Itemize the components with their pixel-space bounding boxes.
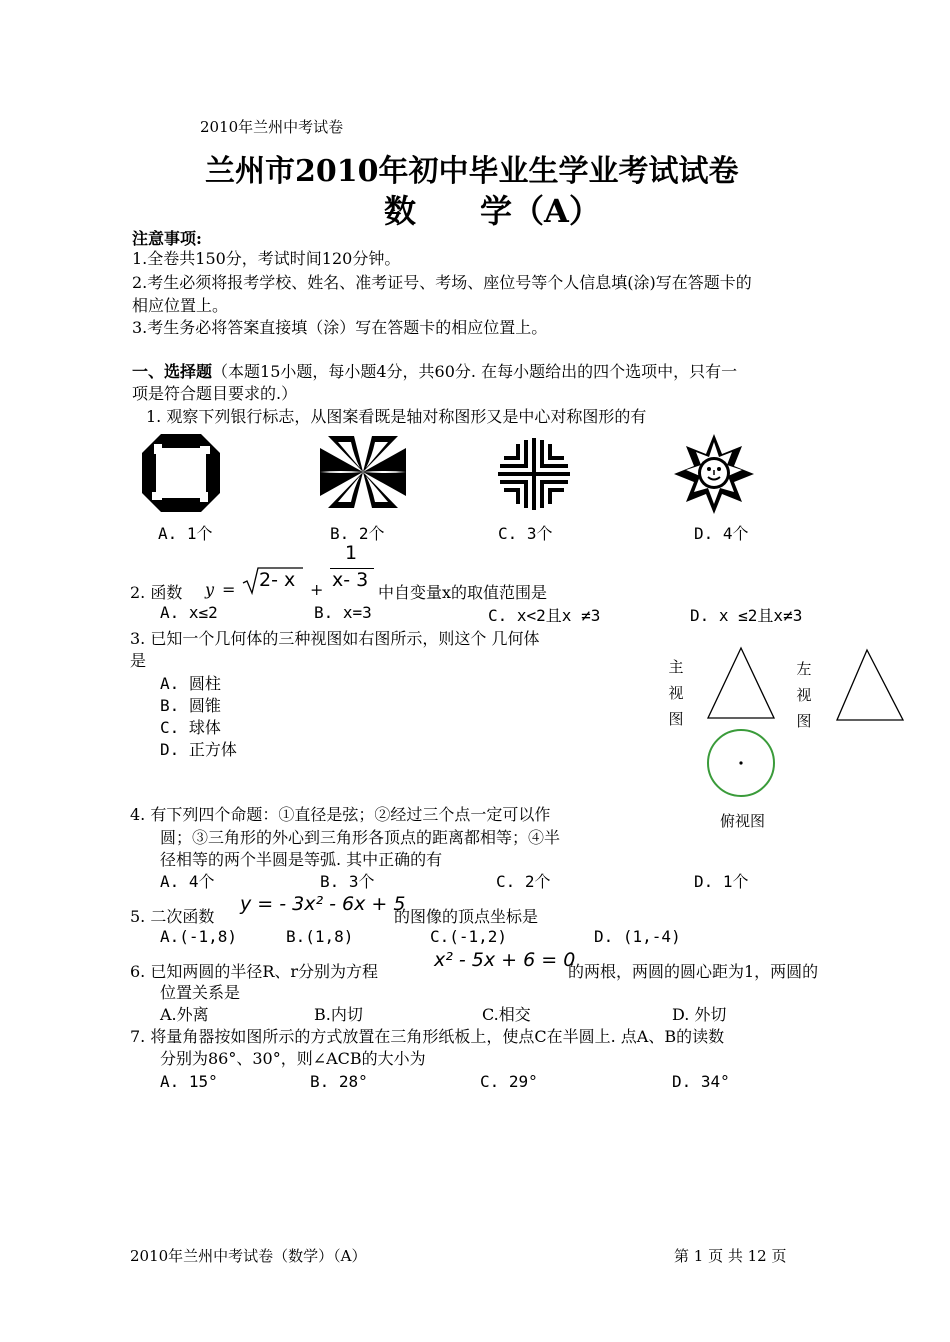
left-view-label: 左视图 [796,660,812,730]
q2-frac-den: x- 3 [332,569,369,591]
q2-option-c: C. x<2且x ≠3 [488,606,601,625]
q4-stem: 4. 有下列四个命题：①直径是弦；②经过三个点一定可以作 [130,805,551,824]
top-note: 2010年兰州中考试卷 [200,118,344,136]
notice-item-1: 1.全卷共150分，考试时间120分钟。 [132,249,401,268]
q1-option-a: A. 1个 [158,524,213,543]
bank-logo-3-icon [494,434,574,514]
q1-option-c: C. 3个 [498,524,553,543]
notice-item-2-cont: 相应位置上。 [132,296,229,315]
q5-option-a: A.(-1,8) [160,927,238,946]
section-1-intro [132,359,737,382]
section-1-desc-cont: 项是符合题目要求的.） [132,384,298,403]
q3-stem-cont: 是 [130,651,147,670]
page-subtitle: 数 学（A） [384,192,601,230]
notice-heading: 注意事项: [132,229,202,248]
notice-item-2: 2.考生必须将报考学校、姓名、准考证号、考场、座位号等个人信息填(涂)写在答题卡的 [132,273,752,292]
q7-option-b: B. 28° [310,1072,368,1091]
q6-option-d: D. 外切 [672,1005,727,1024]
bank-logo-1-icon [140,432,222,514]
q1-option-b: B. 2个 [330,524,385,543]
q7-option-c: C. 29° [480,1072,538,1091]
q1-stem: 1. 观察下列银行标志，从图案看既是轴对称图形又是中心对称图形的有 [146,407,647,426]
q2-frac-num: 1 [345,542,358,564]
q2-option-a: A. x≤2 [160,603,218,622]
q1-option-d: D. 4个 [694,524,749,543]
q2-prefix: 2. 函数 [130,583,183,602]
q4-option-a: A. 4个 [160,872,215,891]
q7-option-d: D. 34° [672,1072,730,1091]
q3-option-c: C. 球体 [160,718,221,737]
top-view-label: 俯视图 [720,812,766,830]
q6-option-a: A.外离 [160,1005,209,1024]
q2-equals: = [222,580,236,599]
q5-option-b: B.(1,8) [286,927,354,946]
q4-option-d: D. 1个 [694,872,749,891]
q6-option-c: C.相交 [482,1005,531,1024]
q7-option-a: A. 15° [160,1072,218,1091]
q4-option-c: C. 2个 [496,872,551,891]
q5-option-c: C.(-1,2) [430,927,508,946]
q4-stem-cont-2: 径相等的两个半圆是等弧. 其中正确的有 [160,850,443,869]
front-view-label: 主视图 [668,658,684,728]
q2-suffix: 中自变量x的取值范围是 [378,583,548,602]
q5-suffix: 的图像的顶点坐标是 [394,907,539,926]
q3-option-b: B. 圆锥 [160,696,221,715]
q6-option-b: B.内切 [314,1005,363,1024]
q6-prefix: 6. 已知两圆的半径R、r分别为方程 [130,962,379,981]
section-1-desc: （本题15小题，每小题4分，共60分. 在每小题给出的四个选项中，只有一 [212,362,738,381]
q5-option-d: D. (1,-4) [594,927,681,946]
q7-stem-cont: 分别为86°、30°，则∠ACB的大小为 [160,1049,426,1068]
front-view-triangle [706,646,776,720]
q6-suffix: 的两根，两圆的圆心距为1，两圆的 [568,962,819,981]
q6-stem-cont: 位置关系是 [160,983,241,1002]
footer-page-number: 第 1 页 共 12 页 [674,1247,787,1265]
footer-left: 2010年兰州中考试卷（数学）（A） [130,1247,367,1265]
q4-stem-cont-1: 圆；③三角形的外心到三角形各顶点的距离都相等；④半 [160,828,561,847]
top-view-circle [706,728,776,798]
q5-formula: y = - 3x² - 6x + 5 [240,893,406,915]
notice-item-3: 3.考生务必将答案直接填（涂）写在答题卡的相应位置上。 [132,318,548,337]
q4-option-b: B. 3个 [320,872,375,891]
q2-option-d: D. x ≤2且x≠3 [690,606,803,625]
q5-prefix: 5. 二次函数 [130,907,215,926]
q3-option-d: D. 正方体 [160,740,237,759]
q3-stem: 3. 已知一个几何体的三种视图如右图所示，则这个 几何体 [130,629,540,648]
q2-plus: + [310,580,324,599]
bank-logo-2-icon [318,432,408,512]
q7-stem: 7. 将量角器按如图所示的方式放置在三角形纸板上，使点C在半圆上. 点A、B的读数 [130,1027,725,1046]
q6-formula: x² - 5x + 6 = 0 [434,949,576,971]
q3-option-a: A. 圆柱 [160,674,221,693]
q2-sqrt-body: 2- x [259,569,296,591]
bank-logo-4-icon [672,432,756,516]
left-view-triangle [835,648,905,722]
page-title: 兰州市2010年初中毕业生学业考试试卷 [205,154,739,189]
section-1-heading: 一、选择题 [132,362,213,381]
q2-var-y: y [205,580,215,599]
q2-option-b: B. x=3 [314,603,372,622]
